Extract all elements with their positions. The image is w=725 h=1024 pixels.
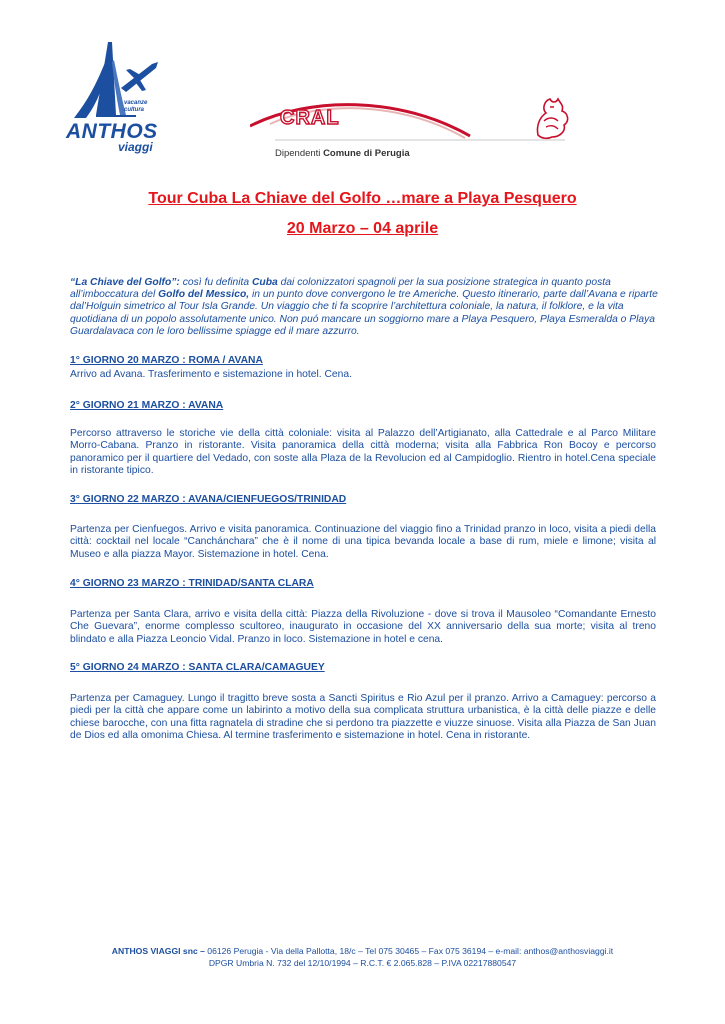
day-1-heading: 1° GIORNO 20 MARZO : ROMA / AVANA — [70, 355, 263, 366]
cral-swoosh-icon — [250, 96, 570, 146]
anthos-brand-sub: viaggi — [118, 140, 153, 154]
intro-paragraph: “La Chiave del Golfo”: così fu definita Cuba dai colonizzatori spagnoli per la sua posizione strategica in quanto posta all’imboccatura del Golfo del Messico, in un punto dove convergono le tre Americhe. Questo itinerario, parte dall’Avana e riparte dal’Holguin simetrico al Tour Isla Grande. Un viaggio che ti fa scoprire l’architettura coloniale, la natura, il folklore, e la vita quotidiana di un popolo assolutamente unico. Non puó mancare un soggiorno mare a Playa Pesquero, Playa Esmeralda o Playa Guardalavaca con le loro bellissime spiagge ed il mare azzurro. — [70, 277, 658, 337]
griffin-icon — [530, 95, 572, 141]
footer — [0, 946, 725, 969]
footer-line-2: DPGR Umbria N. 732 del 12/10/1994 – R.C.T. € 2.065.828 – P.IVA 02217880547 — [208, 957, 517, 968]
intro-cuba: Cuba — [251, 277, 278, 288]
intro-golfo: Golfo del Messico, — [158, 289, 250, 301]
day-5-heading: 5° GIORNO 24 MARZO : SANTA CLARA/CAMAGUEY — [70, 662, 325, 673]
anthos-brand-name: ANTHOS — [66, 120, 158, 143]
day-4-heading: 4° GIORNO 23 MARZO : TRINIDAD/SANTA CLARA — [70, 578, 314, 589]
cral-wordmark: CRAL — [280, 107, 340, 129]
anthos-logo — [66, 40, 176, 160]
day-5-text: Partenza per Camaguey. Lungo il tragitto breve sosta a Sancti Spiritus e Rio Azul per il pranzo. Arrivo a Camaguey: percorso a piedi per la città che appare come un labirinto a motivo della sua complicata struttura urbanistica, è la città delle piazze e delle chiese barocche, con una fitta ragnatela di stradine che si perdono tra piazzette e viuzze sinuose. Visita alla Piazza de San Juan de Dios ed alla omonima Chiesa. Al termine trasferimento e sistemazione in hotel. Cena in ristorante. — [70, 693, 656, 742]
day-4-text: Partenza per Santa Clara, arrivo e visita della città: Piazza della Rivoluzione - dove si trova il Mausoleo “Comandante Ernesto Che Guevara”, enorme complesso scultoreo, inaugurato in occasione del XX anniversario della sua morte; visita al treno blindato e alla Piazza Leoncio Vidal. Pranzo in loco. Sistemazione in hotel e cena. — [70, 609, 656, 645]
day-3-text: Partenza per Cienfuegos. Arrivo e visita panoramica. Continuazione del viaggio fino a Trinidad pranzo in loco, visita a piedi della città: cocktail nel locale “Canchánchara” che è il nome di una tipica bevanda locale a base di rum, miele e limone; visita al Museo e alla piazza Mayor. Sistemazione in hotel. Cena. — [70, 524, 656, 560]
day-1-text: Arrivo ad Avana. Trasferimento e sistemazione in hotel. Cena. — [70, 369, 352, 380]
tour-title: Tour Cuba La Chiave del Golfo …mare a Playa Pesquero — [148, 190, 577, 207]
griffin-emblem — [530, 95, 572, 141]
anthos-tagline: vacanze cultura — [124, 100, 148, 113]
intro-quote: “La Chiave del Golfo”: — [70, 277, 180, 288]
day-2-text: Percorso attraverso le storiche vie della città coloniale: visita al Palazzo dell’Artigianato, alla Cattedrale e al Parco Militare Morro-Cabana. Pranzo in ristorante. Visita panoramica della città moderna; visita alla Fabbrica Ron Bocoy e percorso panoramico per il quartiere del Vedado, con soste alla Plaza de la Revolucion ed al Campidoglio. Rientro in hotel.Cena speciale in ristorante tipico. — [70, 428, 656, 477]
day-3-heading: 3° GIORNO 22 MARZO : AVANA/CIENFUEGOS/TRINIDAD — [70, 494, 347, 505]
day-2-heading: 2° GIORNO 21 MARZO : AVANA — [70, 400, 224, 411]
cral-logo — [250, 96, 570, 166]
airplane-tower-icon — [66, 40, 176, 125]
cral-caption: Dipendenti Comune di Perugia — [275, 148, 410, 159]
tour-dates: 20 Marzo – 04 aprile — [286, 220, 439, 237]
footer-line-1: ANTHOS VIAGGI snc – 06126 Perugia - Via della Pallotta, 18/c – Tel 075 30465 – Fax 075 36194 – e-mail: anthos@anthosviaggi.it — [111, 946, 614, 956]
